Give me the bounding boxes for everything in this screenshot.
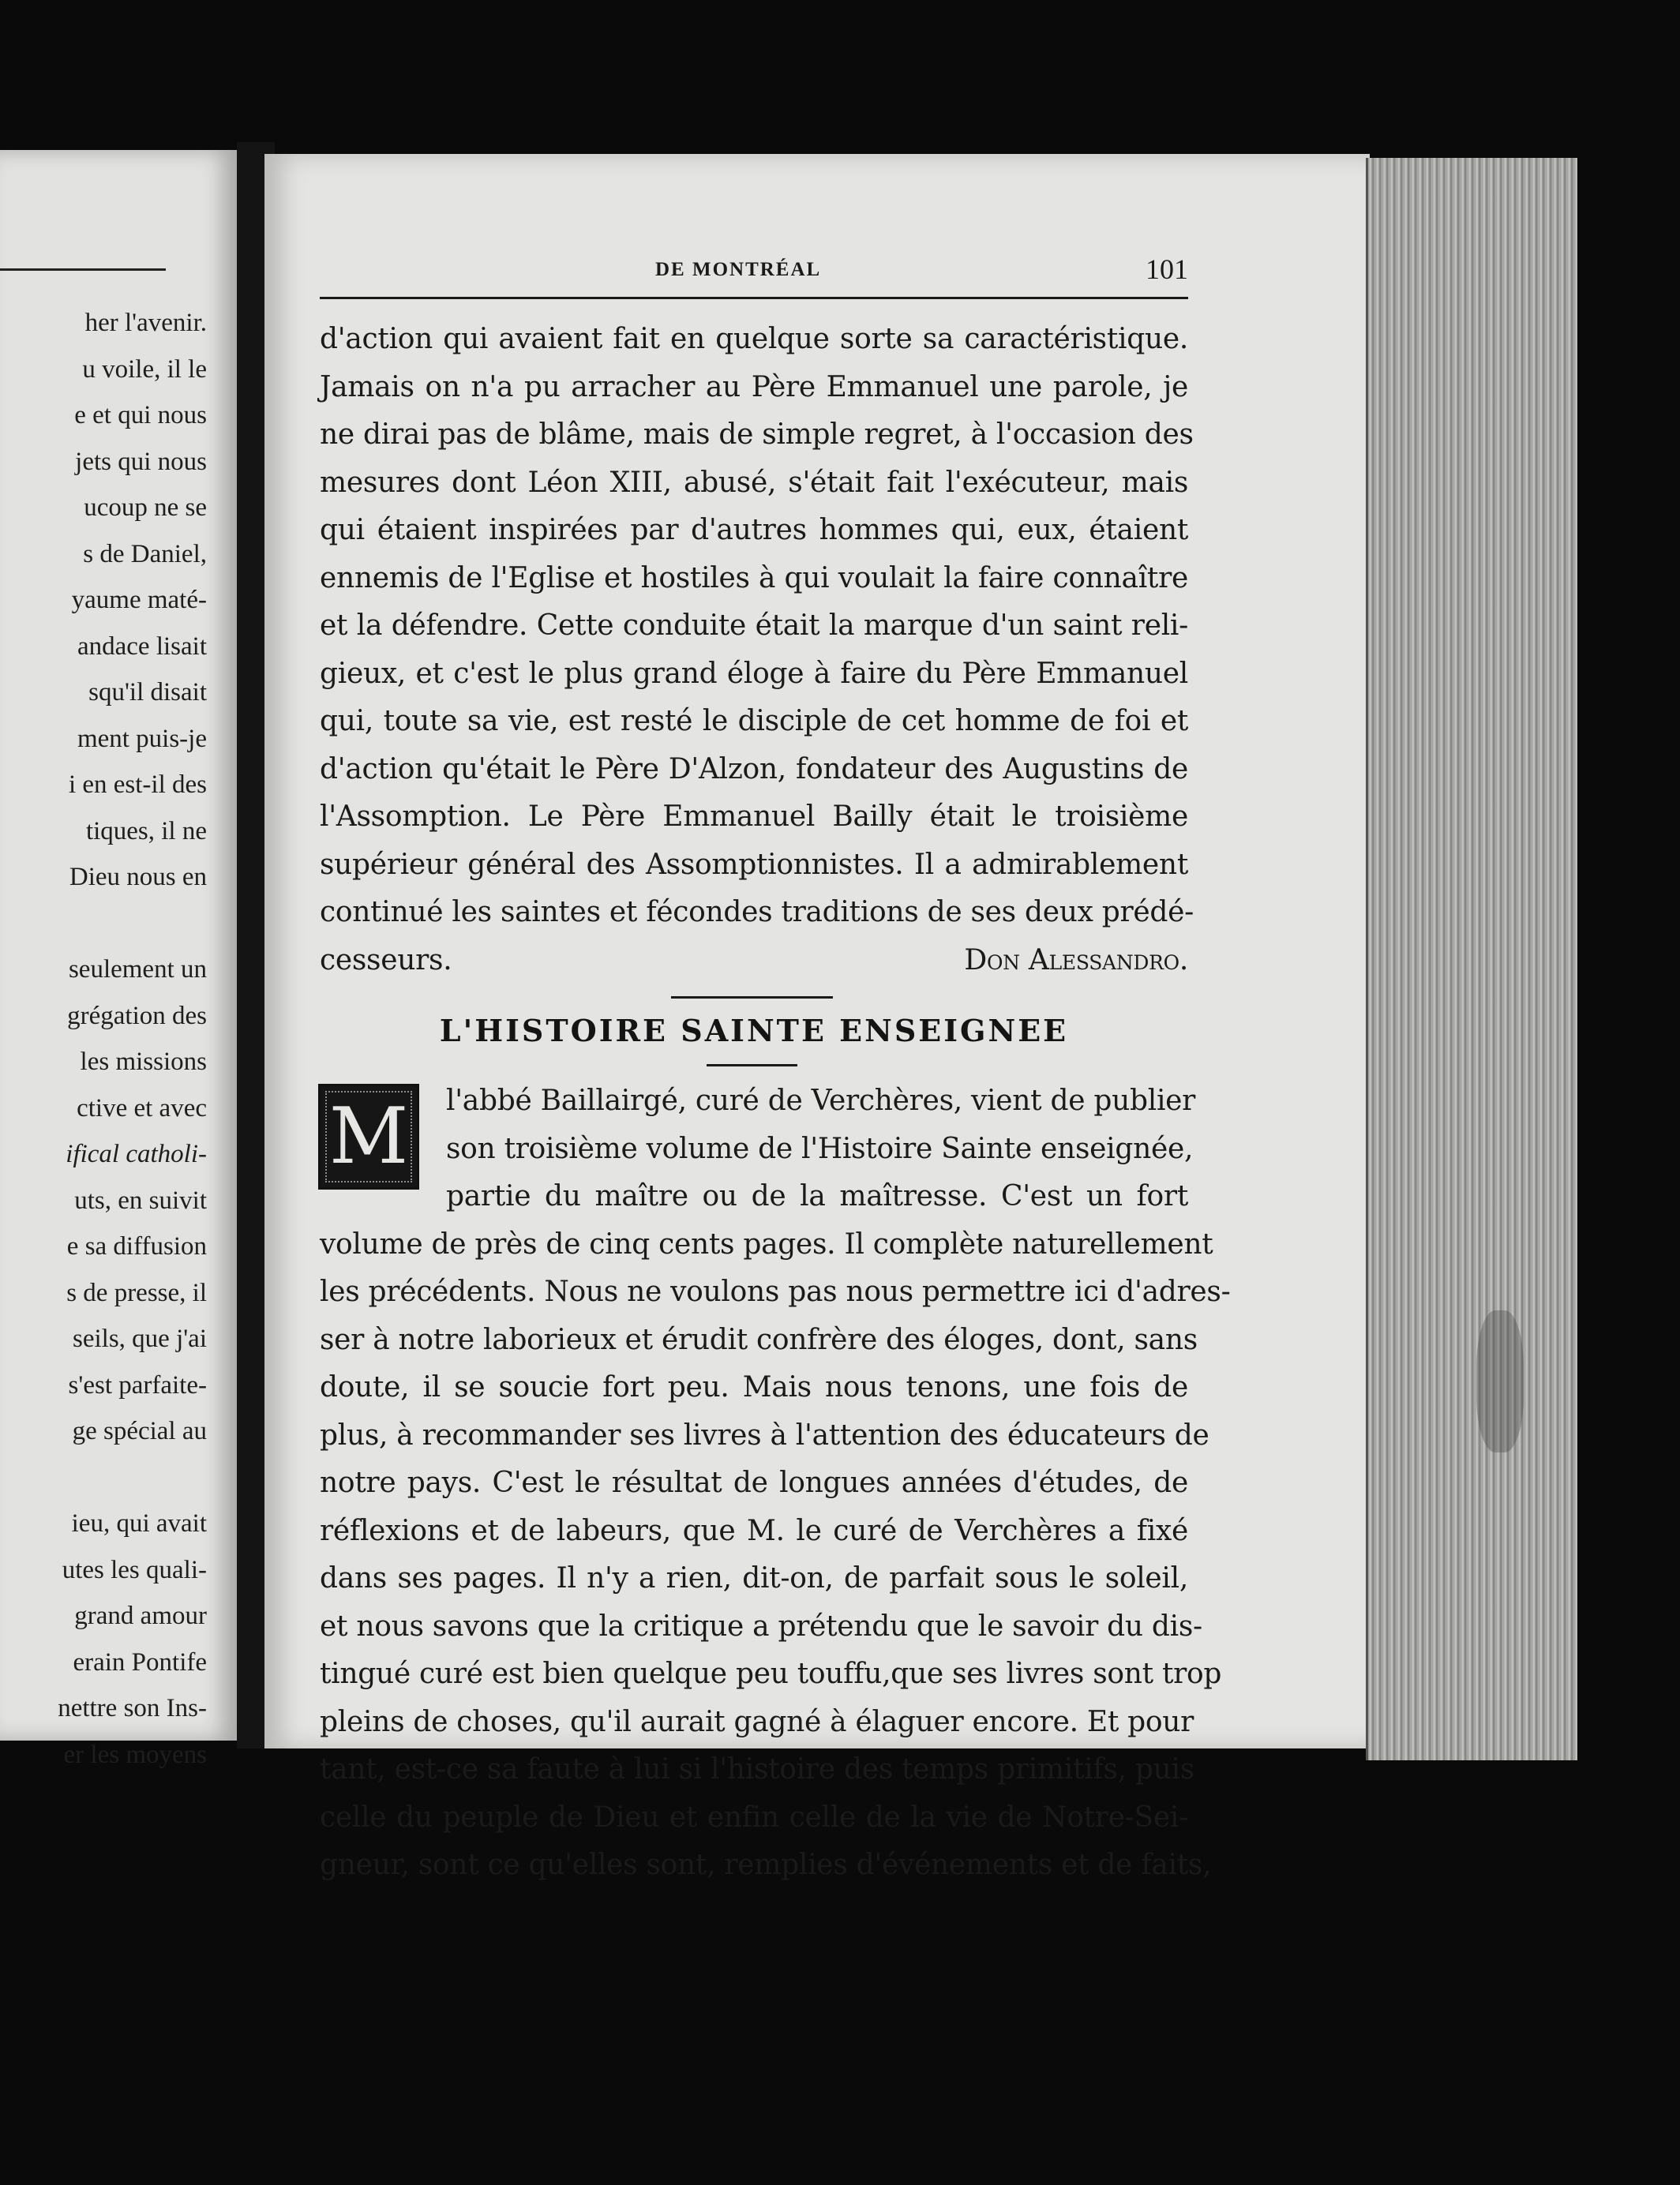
article-2-body — [320, 1078, 1231, 1890]
text-line-end: cesseurs. — [320, 943, 452, 976]
text-line: l'Assomption. Le Père Emmanuel Bailly était le troisième — [320, 800, 1188, 833]
text-line: plus, à recommander ses livres à l'attention des éducateurs de — [320, 1419, 1209, 1452]
text-line: partie du maître ou de la maîtresse. C'est un fort — [446, 1180, 1188, 1212]
left-header-rule — [0, 268, 166, 271]
left-line: seulement un — [68, 955, 207, 984]
page-header — [320, 253, 1188, 292]
text-line: et la défendre. Cette conduite était la marque d'un saint reli- — [320, 609, 1188, 642]
text-line: gieux, et c'est le plus grand éloge à faire du Père Emmanuel — [320, 657, 1188, 690]
left-line: grégation des — [67, 1001, 207, 1030]
text-line: Jamais on n'a pu arracher au Père Emmanuel une parole, je — [320, 370, 1188, 403]
dropcap-letter: M — [328, 1092, 409, 1182]
signature-line — [320, 937, 1188, 985]
text-line: d'action qui avaient fait en quelque sorte sa caractéristique. — [320, 323, 1188, 355]
text-line: gneur, sont ce qu'elles sont, remplies d'événements et de faits, — [320, 1849, 1212, 1881]
text-line: l'abbé Baillairgé, curé de Verchères, vient de publier — [446, 1085, 1196, 1117]
text-line: dans ses pages. Il n'y a rien, dit-on, de parfait sous le soleil, — [320, 1562, 1188, 1595]
left-line: uts, en suivit — [74, 1186, 207, 1215]
text-line: ne dirai pas de blâme, mais de simple regret, à l'occasion des — [320, 418, 1194, 451]
left-line: seils, que j'ai — [73, 1325, 207, 1353]
article-1-body — [320, 316, 1194, 984]
text-line: réflexions et de labeurs, que M. le curé de Verchères a fixé — [320, 1514, 1188, 1547]
running-head: DE MONTRÉAL — [655, 259, 822, 280]
text-line: continué les saintes et fécondes traditions de ses deux prédé- — [320, 896, 1194, 928]
left-line: ucoup ne se — [84, 493, 207, 522]
left-line: utes les quali- — [62, 1555, 207, 1584]
left-line: ment puis-je — [77, 724, 207, 753]
left-line: i en est-il des — [68, 770, 207, 799]
left-line: ctive et avec — [77, 1093, 207, 1122]
left-page-text — [0, 300, 207, 1778]
left-line: ieu, qui avait — [71, 1509, 207, 1538]
author-signature: Don Alessandro. — [964, 943, 1188, 976]
text-line: ennemis de l'Eglise et hostiles à qui voulait la faire connaître — [320, 561, 1188, 594]
text-line: et nous savons que la critique a prétendu que le savoir du dis- — [320, 1610, 1202, 1643]
text-line: pleins de choses, qu'il aurait gagné à élaguer encore. Et pour — [320, 1705, 1194, 1738]
page-edge-stain — [1476, 1310, 1524, 1452]
title-rule-bottom — [707, 1064, 797, 1066]
text-line: les précédents. Nous ne voulons pas nous permettre ici d'adres- — [320, 1276, 1231, 1308]
article-title: L'HISTOIRE SAINTE ENSEIGNEE — [439, 1013, 1069, 1048]
left-line: e sa diffusion — [66, 1232, 207, 1261]
text-line: son troisième volume de l'Histoire Sainte enseignée, — [446, 1132, 1194, 1165]
left-line: Dieu nous en — [69, 863, 207, 891]
page-edges — [1366, 158, 1577, 1760]
left-line: grand amour — [74, 1602, 207, 1630]
left-line: s de presse, il — [66, 1278, 207, 1307]
text-line: doute, il se soucie fort peu. Mais nous tenons, une fois de — [320, 1371, 1188, 1404]
left-line: yaume maté- — [71, 586, 207, 614]
text-line: d'action qu'était le Père D'Alzon, fondateur des Augustins de — [320, 752, 1188, 785]
left-line: s de Daniel, — [83, 539, 207, 568]
text-line: notre pays. C'est le résultat de longues années d'études, de — [320, 1467, 1188, 1499]
title-rule-top — [671, 996, 833, 999]
left-line-blank — [0, 1455, 207, 1501]
header-rule — [320, 297, 1188, 299]
left-line: s'est parfaite- — [68, 1370, 207, 1400]
left-line: her l'avenir. — [84, 309, 207, 337]
text-line: mesures dont Léon XIII, abusé, s'était fait l'exécuteur, mais — [320, 466, 1188, 499]
left-line: u voile, il le — [82, 354, 207, 384]
left-line: andace lisait — [77, 632, 207, 661]
left-line: er les moyens — [63, 1740, 207, 1769]
left-line-blank — [0, 901, 207, 947]
left-line: ge spécial au — [72, 1417, 207, 1445]
left-line: tiques, il ne — [85, 816, 207, 845]
text-line: qui étaient inspirées par d'autres hommes qui, eux, étaient — [320, 514, 1188, 546]
text-line: volume de près de cinq cents pages. Il complète naturellement — [320, 1227, 1213, 1261]
page-number: 101 — [1146, 253, 1188, 285]
text-line: celle du peuple de Dieu et enfin celle de la vie de Notre-Sei- — [320, 1801, 1188, 1834]
left-line: jets qui nous — [75, 447, 207, 476]
text-line: qui, toute sa vie, est resté le disciple de cet homme de foi et — [320, 705, 1188, 737]
text-line: tant, est-ce sa faute à lui si l'histoire des temps primitifs, puis — [320, 1753, 1194, 1786]
left-line: nettre son Ins- — [58, 1694, 207, 1722]
left-line: squ'il disait — [88, 678, 207, 706]
left-line: erain Pontife — [73, 1647, 207, 1677]
left-page — [0, 150, 237, 1769]
left-line: les missions — [80, 1048, 207, 1076]
text-line: ser à notre laborieux et érudit confrère des éloges, dont, sans — [320, 1323, 1198, 1356]
text-line: tingué curé est bien quelque peu touffu,que ses livres sont trop — [320, 1658, 1222, 1690]
text-line: supérieur général des Assomptionnistes. Il a admirablement — [320, 848, 1188, 881]
dropcap-indented-lines — [320, 1078, 1196, 1221]
left-line: e et qui nous — [74, 401, 207, 429]
left-line: ifical catholi- — [66, 1140, 207, 1168]
